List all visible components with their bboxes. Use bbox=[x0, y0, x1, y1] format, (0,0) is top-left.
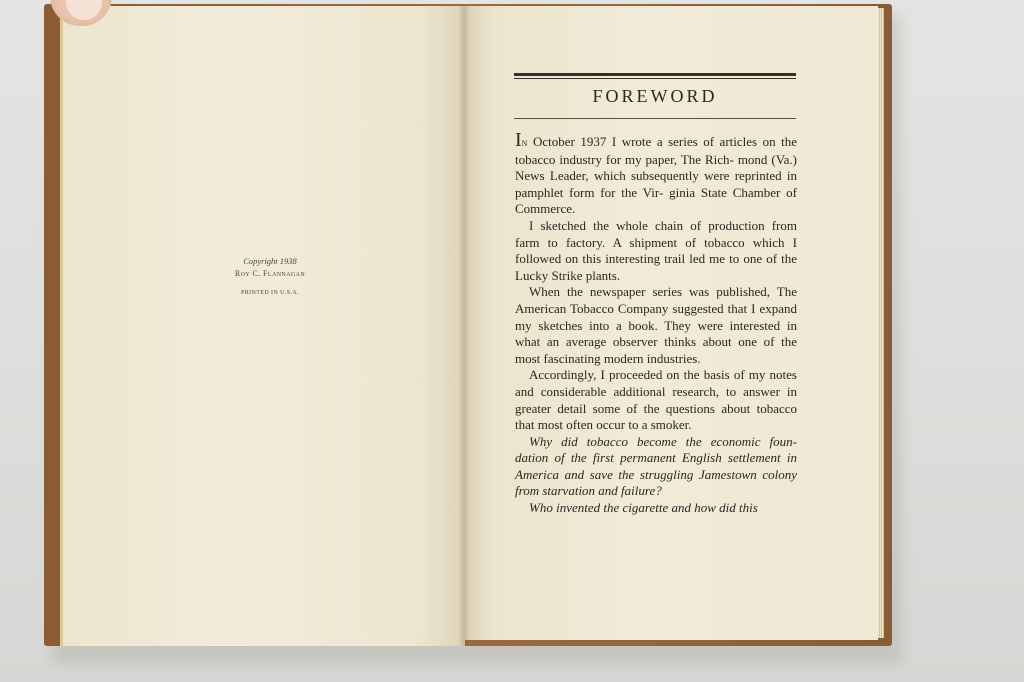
paragraph-4 bbox=[515, 367, 797, 433]
book-gutter bbox=[458, 6, 470, 646]
top-rule-thick bbox=[514, 73, 796, 76]
text-line: I sketched the whole chain of production from bbox=[529, 217, 797, 233]
copyright-line: Copyright 1938 bbox=[243, 256, 297, 266]
text-line: Why did tobacco become the economic foun- bbox=[529, 433, 797, 449]
heading-underline bbox=[514, 118, 796, 119]
top-rule-thin bbox=[514, 78, 796, 79]
text-line: Accordingly, I proceeded on the basis of my bbox=[529, 367, 766, 383]
text-line: industries. bbox=[646, 350, 701, 366]
page-edges bbox=[878, 8, 884, 638]
text-line: dation of the first permanent English settlement bbox=[515, 450, 781, 466]
text-line: about one of the most fascinating modern bbox=[515, 334, 797, 366]
foreword-body bbox=[515, 129, 798, 517]
text-line: followed on this interesting trail led me to one bbox=[515, 251, 763, 267]
paragraph-2 bbox=[515, 218, 797, 284]
text-line: were reprinted in pamphlet form for the Vir- bbox=[515, 168, 798, 200]
text-line: colony from starvation and failure? bbox=[515, 466, 798, 499]
author-line: Roy C. Flannagan bbox=[234, 269, 306, 278]
copyright-block bbox=[205, 256, 335, 296]
paragraph-1 bbox=[515, 129, 798, 218]
text-line: about tobacco that most often occur to a smoker. bbox=[515, 400, 797, 433]
left-page bbox=[60, 6, 465, 646]
text-line: of the Lucky Strike plants. bbox=[515, 251, 798, 283]
text-line: I expand my sketches into a book. They were bbox=[515, 300, 797, 333]
text-line: farm to factory. A shipment of tobacco which I bbox=[515, 234, 797, 250]
first-word-rest: n bbox=[521, 137, 528, 149]
paragraph-6 bbox=[515, 500, 797, 517]
text-line: answer in greater detail some of the questions bbox=[515, 383, 797, 416]
paragraph-5 bbox=[515, 434, 797, 500]
text-line: interested in what an average observer thinks bbox=[515, 317, 797, 350]
printed-line: PRINTED IN U.S.A. bbox=[241, 290, 299, 296]
text-line: Who invented the cigarette and how did this bbox=[529, 500, 758, 516]
text-line: the tobacco industry for my paper, The Rich- bbox=[515, 134, 798, 167]
text-line: October 1937 I wrote a series of articles on bbox=[532, 134, 776, 149]
page-title: FOREWORD bbox=[592, 86, 718, 106]
text-line: ginia State Chamber of Commerce. bbox=[515, 184, 797, 217]
text-line: The American Tobacco Company suggested that bbox=[515, 284, 797, 316]
text-line: in America and save the struggling Jamestown bbox=[515, 450, 798, 482]
text-line: mond (Va.) News Leader, which subsequently bbox=[515, 151, 797, 184]
paragraph-3 bbox=[515, 284, 797, 367]
drop-cap: I bbox=[515, 129, 522, 151]
text-line: notes and considerable additional research, to bbox=[515, 367, 797, 399]
text-line: When the newspaper series was published, bbox=[529, 284, 771, 300]
